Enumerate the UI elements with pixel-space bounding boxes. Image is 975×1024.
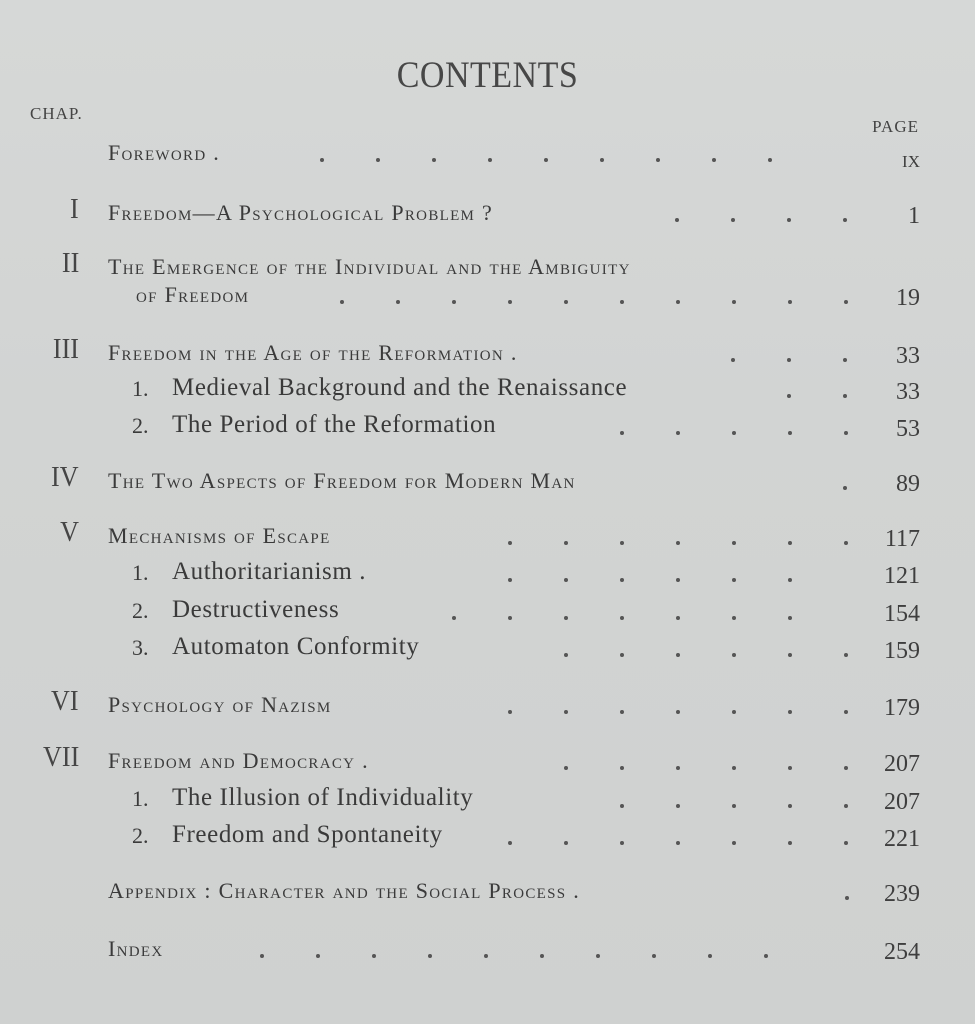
leader-dot bbox=[788, 578, 792, 582]
leader-dot bbox=[452, 300, 456, 304]
entry-title: The Period of the Reformation bbox=[172, 411, 497, 438]
leader-dot bbox=[376, 158, 380, 162]
leader-dot bbox=[768, 158, 772, 162]
leader-dot bbox=[508, 578, 512, 582]
toc-entry-chapter-5[interactable] bbox=[0, 513, 975, 553]
leader-dot bbox=[620, 300, 624, 304]
leader-dot bbox=[844, 300, 848, 304]
chapter-numeral: VI bbox=[51, 685, 79, 717]
leader-dot bbox=[844, 431, 848, 435]
leader-dot bbox=[488, 158, 492, 162]
section-number: 1. bbox=[132, 376, 149, 401]
leader-dot bbox=[788, 710, 792, 714]
leader-dot bbox=[340, 300, 344, 304]
leader-dot bbox=[564, 841, 568, 845]
chapter-numeral: VII bbox=[42, 741, 79, 773]
leader-dot bbox=[788, 300, 792, 304]
leader-dot bbox=[844, 653, 848, 657]
toc-entry-chapter-5-section-2[interactable] bbox=[0, 588, 975, 628]
leader-dot bbox=[788, 616, 792, 620]
leader-dot bbox=[787, 358, 791, 362]
chapter-column-label: CHAP. bbox=[30, 104, 83, 123]
toc-entry-chapter-3-section-1[interactable] bbox=[0, 366, 975, 406]
page-number: 239 bbox=[884, 881, 920, 907]
leader-dot bbox=[620, 841, 624, 845]
leader-dot bbox=[564, 541, 568, 545]
leader-dot bbox=[788, 766, 792, 770]
toc-entry-chapter-6[interactable] bbox=[0, 682, 975, 722]
toc-entry-chapter-1[interactable] bbox=[0, 190, 975, 230]
leader-dot bbox=[788, 804, 792, 808]
leader-dot bbox=[508, 841, 512, 845]
leader-dot bbox=[732, 616, 736, 620]
leader-dot bbox=[732, 841, 736, 845]
leader-dot bbox=[732, 766, 736, 770]
section-number: 2. bbox=[132, 413, 149, 438]
chapter-numeral: IV bbox=[51, 461, 79, 493]
toc-entry-foreword[interactable] bbox=[0, 130, 975, 173]
toc-entry-chapter-7-section-2[interactable] bbox=[0, 813, 975, 853]
leader-dot bbox=[600, 158, 604, 162]
leader-dot bbox=[652, 954, 656, 958]
toc-entry-appendix[interactable] bbox=[0, 868, 975, 908]
page-number: 33 bbox=[896, 379, 920, 405]
leader-dot bbox=[676, 710, 680, 714]
entry-title: Index bbox=[108, 936, 164, 961]
leader-dot bbox=[843, 218, 847, 222]
entry-title-continuation: of Freedom bbox=[136, 282, 250, 307]
leader-dot bbox=[787, 218, 791, 222]
leader-dot bbox=[844, 766, 848, 770]
chapter-numeral: I bbox=[70, 193, 79, 225]
leader-dot bbox=[620, 766, 624, 770]
leader-dot bbox=[544, 158, 548, 162]
entry-title: Freedom in the Age of the Reformation . bbox=[108, 340, 518, 365]
leader-dot bbox=[844, 710, 848, 714]
page-number: 19 bbox=[896, 285, 920, 311]
leader-dot bbox=[843, 358, 847, 362]
leader-dot bbox=[676, 578, 680, 582]
leader-dot bbox=[732, 710, 736, 714]
leader-dot bbox=[620, 804, 624, 808]
leader-dot bbox=[316, 954, 320, 958]
leader-dot bbox=[712, 158, 716, 162]
leader-dot bbox=[508, 616, 512, 620]
leader-dot bbox=[620, 616, 624, 620]
page-number: 33 bbox=[896, 343, 920, 369]
leader-dot bbox=[540, 954, 544, 958]
leader-dot bbox=[676, 431, 680, 435]
entry-title: Psychology of Nazism bbox=[108, 692, 332, 717]
toc-entry-chapter-4[interactable] bbox=[0, 458, 975, 498]
page-number: 89 bbox=[896, 471, 920, 497]
page-number: 254 bbox=[884, 939, 920, 965]
leader-dot bbox=[788, 653, 792, 657]
leader-dot bbox=[620, 541, 624, 545]
leader-dot bbox=[676, 766, 680, 770]
page-number: 117 bbox=[884, 526, 920, 552]
chapter-numeral: II bbox=[61, 247, 79, 279]
section-number: 2. bbox=[132, 598, 149, 623]
toc-entry-chapter-3[interactable] bbox=[0, 330, 975, 370]
entry-title: Appendix : Character and the Social Process . bbox=[108, 878, 581, 903]
page-number: ix bbox=[902, 147, 920, 173]
leader-dot bbox=[844, 804, 848, 808]
entry-title: The Emergence of the Individual and the Ambiguity bbox=[108, 254, 631, 279]
leader-dot bbox=[676, 541, 680, 545]
leader-dot bbox=[564, 578, 568, 582]
leader-dot bbox=[508, 541, 512, 545]
leader-dot bbox=[508, 710, 512, 714]
leader-dot bbox=[656, 158, 660, 162]
leader-dot bbox=[787, 394, 791, 398]
entry-title: The Two Aspects of Freedom for Modern Man bbox=[108, 468, 576, 493]
toc-entry-chapter-5-section-3[interactable] bbox=[0, 625, 975, 665]
page-number: 207 bbox=[884, 789, 920, 815]
toc-entry-index[interactable] bbox=[0, 926, 975, 966]
leader-dot bbox=[432, 158, 436, 162]
leader-dot bbox=[620, 578, 624, 582]
leader-dot bbox=[788, 431, 792, 435]
page-number: 53 bbox=[896, 416, 920, 442]
leader-dot bbox=[732, 300, 736, 304]
entry-title: Medieval Background and the Renaissance bbox=[172, 374, 628, 401]
page-number: 1 bbox=[908, 203, 920, 229]
page-number: 221 bbox=[884, 826, 920, 852]
entry-title: Freedom and Democracy . bbox=[108, 748, 369, 773]
leader-dot bbox=[596, 954, 600, 958]
leader-dot bbox=[764, 954, 768, 958]
leader-dot bbox=[260, 954, 264, 958]
leader-dot bbox=[708, 954, 712, 958]
section-number: 3. bbox=[132, 635, 149, 660]
page-number: 154 bbox=[884, 601, 920, 627]
entry-title: Automaton Conformity bbox=[172, 633, 420, 660]
section-number: 1. bbox=[132, 560, 149, 585]
leader-dot bbox=[732, 804, 736, 808]
entry-title: The Illusion of Individuality bbox=[172, 784, 474, 811]
entry-title: Mechanisms of Escape bbox=[108, 523, 331, 548]
leader-dot bbox=[732, 431, 736, 435]
leader-dot bbox=[676, 300, 680, 304]
leader-dot bbox=[843, 486, 847, 490]
leader-dot bbox=[372, 954, 376, 958]
entry-title: Freedom and Spontaneity bbox=[172, 821, 443, 848]
leader-dot bbox=[732, 541, 736, 545]
leader-dot bbox=[564, 616, 568, 620]
chapter-numeral: III bbox=[52, 333, 79, 365]
leader-dot bbox=[620, 710, 624, 714]
chapter-numeral: V bbox=[60, 516, 79, 548]
leader-dot bbox=[428, 954, 432, 958]
entry-title: Freedom—A Psychological Problem ? bbox=[108, 200, 494, 225]
leader-dot bbox=[620, 653, 624, 657]
leader-dot bbox=[675, 218, 679, 222]
leader-dot bbox=[320, 158, 324, 162]
leader-dot bbox=[564, 653, 568, 657]
leader-dot bbox=[731, 218, 735, 222]
page-number: 121 bbox=[884, 563, 920, 589]
leader-dot bbox=[732, 653, 736, 657]
page-title: CONTENTS bbox=[396, 55, 579, 96]
page-number: 179 bbox=[884, 695, 920, 721]
leader-dot bbox=[396, 300, 400, 304]
toc-entry-chapter-5-section-1[interactable] bbox=[0, 550, 975, 590]
leader-dot bbox=[845, 896, 849, 900]
leader-dot bbox=[844, 541, 848, 545]
toc-entry-chapter-7-section-1[interactable] bbox=[0, 776, 975, 816]
leader-dot bbox=[731, 358, 735, 362]
leader-dot bbox=[676, 616, 680, 620]
toc-entry-chapter-2-continuation[interactable] bbox=[0, 272, 975, 312]
leader-dot bbox=[788, 841, 792, 845]
section-number: 2. bbox=[132, 823, 149, 848]
leader-dot bbox=[676, 653, 680, 657]
leader-dot bbox=[508, 300, 512, 304]
toc-entry-chapter-3-section-2[interactable] bbox=[0, 403, 975, 443]
entry-title: Foreword . bbox=[108, 140, 221, 165]
leader-dot bbox=[732, 578, 736, 582]
leader-dot bbox=[564, 766, 568, 770]
leader-dot bbox=[564, 710, 568, 714]
page-column-label: PAGE bbox=[872, 117, 919, 136]
entry-title: Authoritarianism . bbox=[172, 558, 367, 585]
page-number: 159 bbox=[884, 638, 920, 664]
leader-dot bbox=[788, 541, 792, 545]
leader-dot bbox=[843, 394, 847, 398]
leader-dot bbox=[620, 431, 624, 435]
entry-title: Destructiveness bbox=[172, 596, 340, 623]
leader-dot bbox=[484, 954, 488, 958]
page-number: 207 bbox=[884, 751, 920, 777]
leader-dot bbox=[452, 616, 456, 620]
leader-dot bbox=[676, 841, 680, 845]
leader-dot bbox=[676, 804, 680, 808]
leader-dot bbox=[844, 841, 848, 845]
leader-dot bbox=[564, 300, 568, 304]
section-number: 1. bbox=[132, 786, 149, 811]
toc-entry-chapter-7[interactable] bbox=[0, 738, 975, 778]
